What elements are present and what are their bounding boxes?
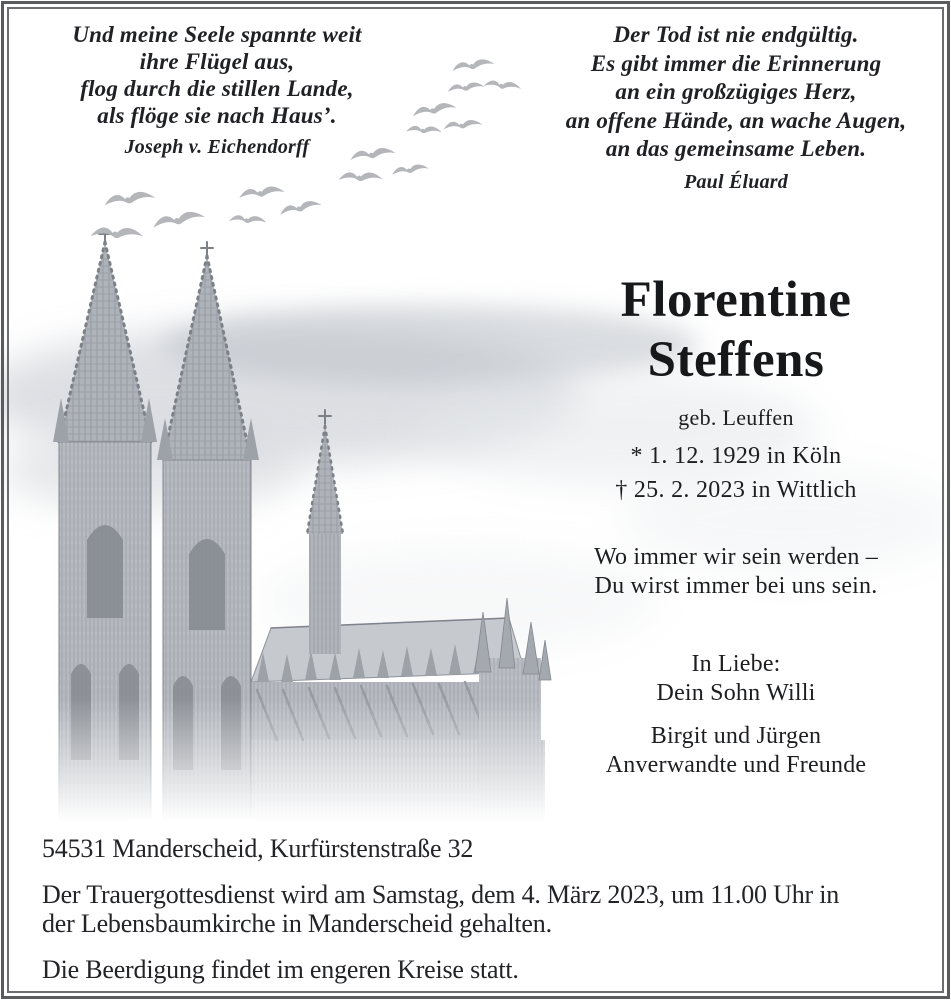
service-line: der Lebensbaumkirche in Manderscheid gehalten.: [42, 909, 552, 938]
maiden-name: geb. Leuffen: [678, 405, 794, 430]
deceased-first-name: Florentine: [620, 272, 852, 328]
farewell-message: [540, 543, 932, 600]
deceased-name: [540, 270, 932, 390]
quote-line: ihre Flügel aus,: [139, 49, 295, 74]
poem-quote-left: [22, 21, 412, 162]
quote-line: flog durch die stillen Lande,: [80, 76, 354, 101]
message-line: Wo immer wir sein werden –: [594, 544, 878, 570]
service-line: Der Trauergottesdienst wird am Samstag, dem 4. März 2023, um 11.00 Uhr in: [42, 880, 840, 909]
quote-line: als flöge sie nach Haus’.: [97, 103, 337, 128]
quote-line: Und meine Seele spannte weit: [72, 22, 362, 47]
poem-quote-right: [540, 21, 932, 197]
mourners-line: Dein Sohn Willi: [656, 680, 816, 706]
quote-line: Der Tod ist nie endgültig.: [613, 22, 859, 47]
quote-attribution: Joseph v. Eichendorff: [124, 136, 310, 158]
mourners-line: In Liebe:: [691, 651, 781, 677]
quote-line: an das gemeinsame Leben.: [605, 136, 867, 161]
address-line: 54531 Manderscheid, Kurfürstenstraße 32: [42, 834, 474, 863]
mourners-line: Birgit und Jürgen: [650, 723, 822, 749]
quote-line: an offene Hände, an wache Augen,: [565, 107, 907, 133]
mourners-line: Anverwandte und Freunde: [605, 752, 867, 778]
funeral-details: [42, 834, 922, 984]
mourners-block: [540, 650, 932, 780]
quote-attribution: Paul Éluard: [684, 170, 788, 193]
burial-info: Die Beerdigung findet im engeren Kreise statt.: [42, 955, 519, 984]
death-date: † 25. 2. 2023 in Wittlich: [615, 477, 857, 503]
service-info: [42, 880, 922, 938]
message-line: Du wirst immer bei uns sein.: [594, 572, 878, 599]
birth-date: * 1. 12. 1929 in Köln: [630, 443, 842, 469]
deceased-block: [540, 270, 932, 507]
deceased-last-name: Steffens: [647, 332, 825, 388]
quote-line: Es gibt immer die Erinnerung: [590, 50, 882, 76]
quote-line: an ein großzügiges Herz,: [615, 79, 857, 104]
